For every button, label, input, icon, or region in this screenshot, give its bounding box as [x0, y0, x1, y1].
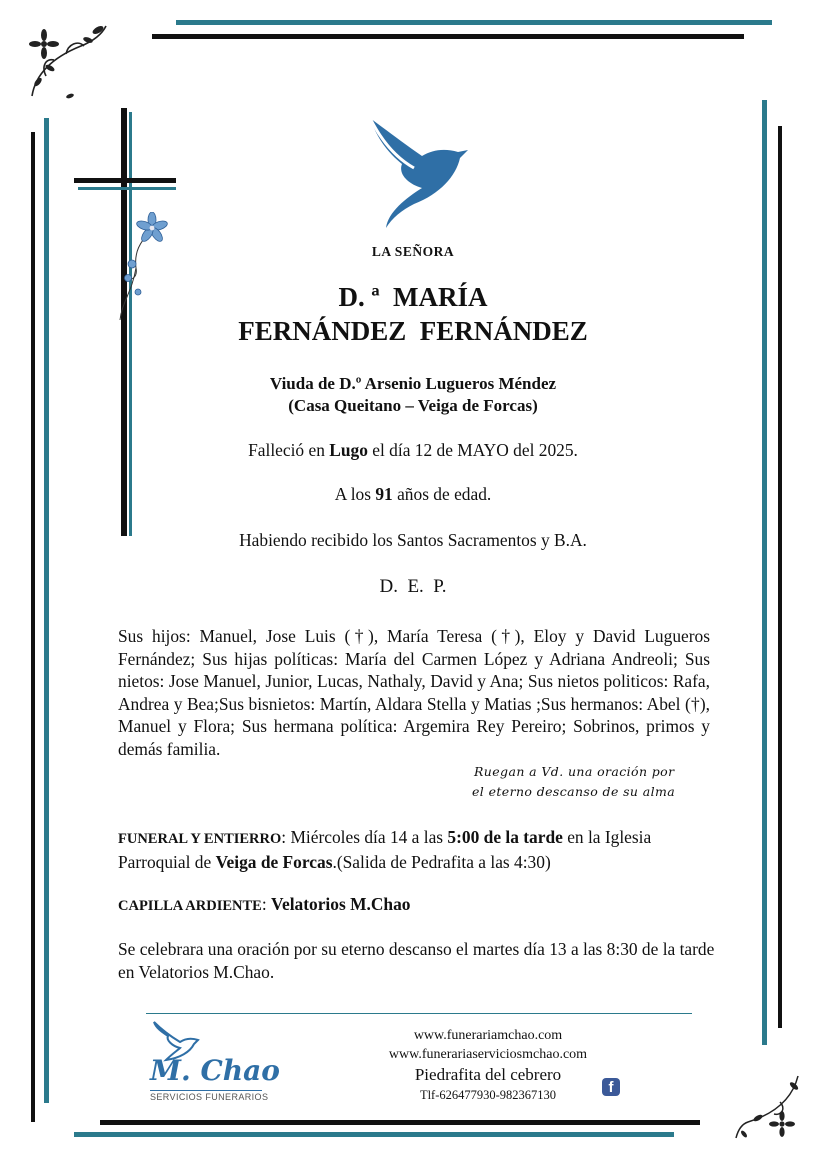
death-line — [0, 440, 826, 461]
corner-flourish-bottom-right-icon — [734, 1072, 804, 1144]
funeral-text-3: .(Salida de Pedrafita a las 4:30) — [332, 851, 551, 872]
prayer-line-2: el eterno descanso de su alma — [472, 784, 676, 799]
death-post: el día 12 de MAYO del 2025. — [367, 440, 578, 460]
age-line — [0, 484, 826, 505]
age-post: años de edad. — [392, 484, 492, 504]
service-paragraph: Se celebrara una oración por su eterno descanso el martes día 13 a las 8:30 de la tarde en Velatorios M.Chao. — [118, 939, 715, 982]
footer-address: Piedrafita del cebrero — [414, 1065, 562, 1084]
funeral-time: 5:00 de la tarde — [447, 827, 563, 847]
chapel-line — [118, 893, 710, 918]
prayer-line-1: Ruegan a Vd. una oración por — [474, 764, 675, 779]
footer-web-2[interactable]: www.funerariaserviciosmchao.com — [388, 1047, 588, 1062]
age-years: 91 — [375, 484, 393, 504]
bottom-black-bar — [100, 1120, 700, 1125]
chapel-label: CAPILLA ARDIENTE — [118, 898, 262, 914]
logo-underline — [150, 1090, 262, 1091]
facebook-icon[interactable]: f — [602, 1078, 620, 1096]
footer-web-1[interactable]: www.funerariamchao.com — [413, 1028, 563, 1043]
family-paragraph: Sus hijos: Manuel, Jose Luis (†), María Teresa (†), Eloy y David Lugueros Fernández; Sus hijas políticas: María del Carmen López y Adriana Andreoli; Sus nietos: Jose Manuel, Junior, Lucas, Nathaly, David y Ana; Sus nietos politicos: Rafa, Andrea y Bea;Sus bisnietos: Martín, Aldara Stella y Matias ;Sus hermanos: Abel (†), Manuel y Flora; Sus hermana política: Argemira Rey Pereiro; Sobrinos, primos y demás familia. — [118, 626, 710, 759]
name-line-1: D. ª MARÍA — [338, 282, 488, 312]
dove-icon — [362, 112, 472, 230]
footer-phone: Tlf-626477930-982367130 — [419, 1088, 557, 1102]
funeral-church: Veiga de Forcas — [215, 851, 333, 872]
left-teal-bar — [44, 118, 49, 1103]
right-teal-bar — [762, 100, 767, 1045]
corner-flourish-top-left-icon — [26, 16, 112, 102]
house-name: (Casa Queitano – Veiga de Forcas) — [288, 396, 538, 415]
widow-of: Viuda de D.º Arsenio Lugueros Méndez — [269, 374, 557, 393]
footer-divider — [146, 1013, 692, 1014]
top-black-bar — [152, 34, 744, 39]
logo-name: M. Chao — [150, 1054, 280, 1087]
funeral-paragraph — [118, 826, 710, 873]
funeral-text-2: en la Iglesia Parroquial de — [118, 827, 652, 872]
top-teal-bar — [176, 20, 772, 25]
title-prefix: LA SEÑORA — [371, 244, 455, 259]
funeral-label: FUNERAL Y ENTIERRO — [118, 831, 282, 847]
sacraments-line: Habiendo recibido los Santos Sacramentos y B.A. — [239, 530, 587, 550]
death-place: Lugo — [329, 440, 368, 460]
age-pre: A los — [334, 484, 376, 504]
chapel-place: Velatorios M.Chao — [271, 894, 411, 914]
logo-subtitle: SERVICIOS FUNERARIOS — [150, 1092, 269, 1102]
death-pre: Falleció en — [248, 440, 330, 460]
left-black-bar — [31, 132, 35, 1122]
dep-line: D. E. P. — [379, 576, 447, 597]
bottom-teal-bar — [74, 1132, 674, 1137]
funeral-text-1: : Miércoles día 14 a las — [281, 827, 448, 847]
chapel-sep: : — [261, 894, 272, 914]
footer-contact — [370, 1026, 606, 1104]
name-line-2: FERNÁNDEZ FERNÁNDEZ — [238, 316, 588, 346]
